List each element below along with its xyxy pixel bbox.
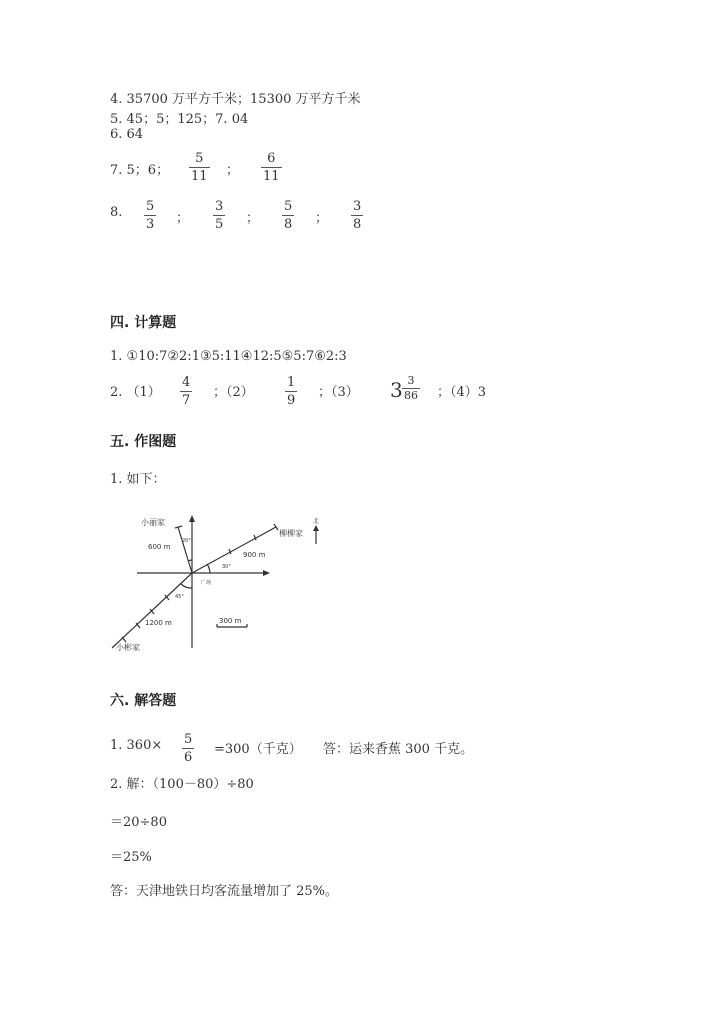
section-5-line-1: 1. 如下： (110, 472, 166, 487)
numerator: 3 (215, 199, 224, 214)
fraction (180, 375, 192, 408)
fraction-bar (282, 215, 294, 216)
angle-arc-30 (207, 564, 210, 573)
denominator: 6 (184, 750, 193, 765)
answer-line-6: 6. 64 (110, 127, 144, 142)
section-4-line-2-prefix: 2. （1） (110, 385, 161, 400)
separator: ； (226, 163, 240, 178)
section-6-line-1-suffix: =300（千克） (214, 742, 302, 757)
angle-arc-45 (181, 584, 192, 588)
fraction-bar (213, 215, 225, 216)
fraction-bar (261, 167, 282, 168)
answer-line-8-prefix: 8. (110, 205, 123, 220)
direction-diagram (100, 505, 340, 660)
fraction (182, 732, 194, 765)
label-liuliu: 柳柳家 (279, 529, 303, 538)
answer-line-4: 4. 35700 万平方千米；15300 万平方千米 (110, 92, 361, 107)
denominator: 3 (146, 217, 155, 232)
section-6-line-5: 答：天津地铁日均客流量增加了 25%。 (110, 884, 339, 899)
fraction (144, 199, 156, 232)
denominator: 86 (404, 389, 418, 402)
numerator: 5 (146, 199, 155, 214)
ray-xiaobin (112, 573, 192, 648)
denominator: 7 (182, 393, 191, 408)
fraction-bar (285, 391, 297, 392)
label-xiaoli: 小丽家 (141, 518, 165, 527)
label-scale: 300 m (219, 617, 242, 625)
separator: ； (246, 211, 260, 226)
mixed-number-whole: 3 (390, 378, 403, 402)
fraction (282, 199, 294, 232)
fraction (213, 199, 225, 232)
tick-liuliu-3 (274, 524, 278, 530)
section-4-label-3: ；（3） (318, 385, 359, 400)
east-arrowhead (263, 570, 270, 576)
fraction-bar (182, 748, 194, 749)
north-arrowhead (189, 515, 195, 522)
tick-xiaobin-4 (122, 637, 126, 642)
section-4-label-4: ；（4）3 (437, 385, 487, 400)
fraction (189, 151, 210, 184)
ray-liuliu (192, 527, 276, 573)
denominator: 5 (215, 217, 224, 232)
fraction (351, 199, 363, 232)
label-distance-900: 900 m (243, 551, 266, 559)
numerator: 3 (353, 199, 362, 214)
section-6-line-4: ＝25% (110, 850, 152, 865)
denominator: 11 (191, 169, 208, 184)
label-north: 北 (313, 518, 320, 525)
label-distance-600: 600 m (148, 543, 171, 551)
section-4-label-2: ；（2） (213, 385, 254, 400)
north-arrow-head (313, 525, 319, 531)
answer-line-5: 5. 45；5；125；7. 04 (110, 112, 249, 127)
ray-xiaoli (178, 527, 192, 573)
numerator: 5 (184, 732, 193, 747)
separator: ； (315, 211, 329, 226)
numerator: 5 (284, 199, 293, 214)
label-xiaobin: 小彬家 (116, 643, 140, 652)
label-angle-30: 30° (222, 564, 231, 570)
label-angle-45: 45° (175, 594, 184, 600)
section-6-line-3: ＝20÷80 (110, 815, 167, 830)
denominator: 8 (353, 217, 362, 232)
numerator: 1 (287, 375, 296, 390)
numerator: 4 (182, 375, 191, 390)
section-6-line-1-answer: 答：运来香蕉 300 千克。 (323, 742, 474, 757)
section-6-line-1-prefix: 1. 360× (110, 738, 163, 753)
section-4-line-1: 1. ①10:7②2:1③5:11④12:5⑤5:7⑥2:3 (110, 349, 347, 364)
fraction-bar (351, 215, 363, 216)
fraction-bar (180, 391, 192, 392)
section-5-title: 五. 作图题 (110, 434, 177, 450)
section-4-title: 四. 计算题 (110, 315, 177, 331)
fraction-bar (189, 167, 210, 168)
label-center: 广场 (201, 580, 212, 586)
label-angle-20: 20° (182, 538, 191, 544)
section-6-line-2: 2. 解：（100－80）÷80 (110, 777, 254, 792)
denominator: 11 (263, 169, 280, 184)
separator: ； (176, 211, 190, 226)
fraction-bar (144, 215, 156, 216)
fraction (285, 375, 297, 408)
fraction (402, 375, 420, 402)
fraction (261, 151, 282, 184)
denominator: 9 (287, 393, 296, 408)
label-distance-1200: 1200 m (145, 619, 172, 627)
denominator: 8 (284, 217, 293, 232)
numerator: 3 (407, 374, 415, 387)
numerator: 6 (267, 151, 276, 166)
numerator: 5 (195, 151, 204, 166)
answer-line-7-prefix: 7. 5；6； (110, 163, 170, 178)
section-6-title: 六. 解答题 (110, 693, 177, 709)
